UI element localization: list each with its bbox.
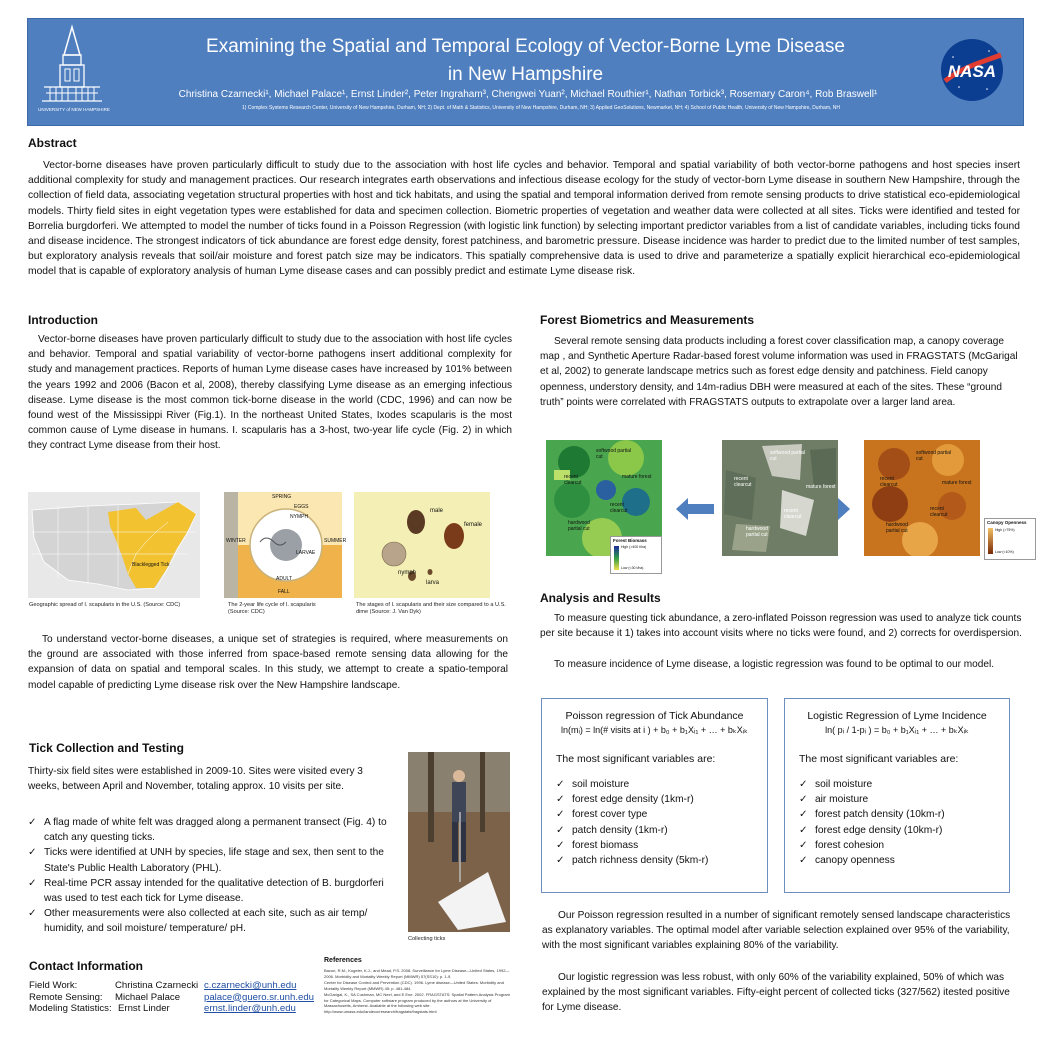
contact-table [29, 980, 319, 1015]
map-label-clearcut: recent clearcut [564, 474, 582, 486]
check-icon: ✓ [799, 824, 808, 836]
contact-row [29, 1003, 319, 1015]
biomass-legend-title: Forest Biomass [613, 538, 647, 543]
check-icon: ✓ [28, 908, 37, 920]
tick-bullet: ✓ Real-time PCR assay intended for the qualitative detection of B. burgdorferi was used to test each tick for Lyme disease. [28, 877, 384, 905]
contact-name: Christina Czarnecki [115, 980, 199, 991]
fig2-caption: The 2-year life cycle of I. scapularis (Source: CDC) [228, 602, 316, 615]
logistic-subheading: The most significant variables are: [799, 753, 959, 765]
poisson-variable: ✓ forest biomass [556, 838, 767, 853]
author-list: Christina Czarnecki¹, Michael Palace¹, Ernst Linder², Peter Ingraham³, Chengwei Yuan², Michael Routhier¹, Nathan Torbick³, Rosemary Caron⁴, Rob Braswell¹ [178, 89, 878, 100]
aerial-label-clearcut-2: recent clearcut [784, 508, 802, 520]
poisson-formula: ln(mᵢ) = ln(# visits at i ) + b₀ + b₁Xᵢ₁ + … + bₖXᵢₖ [560, 725, 749, 735]
email-link[interactable]: c.czarnecki@unh.edu [204, 980, 297, 991]
poisson-variable: ✓ patch richness density (5km-r) [556, 853, 767, 868]
contact-role: Modeling Statistics: [29, 1003, 112, 1014]
stage-label-nymph: nymph [398, 570, 417, 576]
nasa-logo [939, 37, 1005, 103]
check-icon: ✓ [28, 847, 37, 859]
contact-name: Ernst Linder [118, 1003, 170, 1014]
affiliations: 1) Complex Systems Research Center, University of New Hampshire, Durham, NH; 2) Dept. of Math & Statistics, University of New Hampshire, Durham, NH; 3) Applied GeoSolutions, Newmarket, NH; 4) School of Public Health, University of New Hampshire, Durham, NH [242, 105, 840, 111]
tick-collection-intro: Thirty-six field sites were established in 2009-10. Sites were visited every 3 weeks, between April and November, totaling approx. 10 visits per site. [28, 766, 363, 793]
check-icon: ✓ [799, 839, 808, 851]
lifecycle-label-winter: WINTER [226, 538, 246, 544]
abstract-text: Vector-borne diseases have proven particularly difficult to study due to the association with host life cycles and behavior. Temporal and spatial variability of both vector-borne pathogens and host species insert additional complexity for study and management practices. Our research integrates earth observations and infectious disease ecology for the study of vector-born Lyme disease in southern New Hampshire, through the collection of field data, associating vegetation structural properties with host and tick habitats, and using the spatial and temporal information derived from remote sensing products to drive statistical eco-epidemiological models. Thirty field sites in eight vegetation types were established for data and specimen collection. Biometric properties of vegetation and weather data were collected at all sites. Ticks were identified and tested for Borrelia burgdorferi. We attempted to model the number of ticks found in a Poisson Regression (with logistic link function) by selecting important predictor variables from a list of candidate variables, including ticks found and disease incidence. The strongest indicators of tick abundance are forest edge density, forest patchiness, and barometric pressure. Disease incidence was harder to predict due to the limited number of test samples, but exploratory analysis reveals that soil/air moisture and forest patch size may be indicators. This spatially comprehensive data is used to drive and parameterize a spatially explicit hierarchical eco-epidemiological model that is capable of exploratory analysis of human Lyme disease cases and can possibly predict and estimate Lyme disease risk. [28, 160, 1020, 278]
tick-lifecycle-figure [224, 492, 347, 598]
check-icon: ✓ [556, 824, 565, 836]
contact-name: Michael Palace [115, 991, 181, 1003]
canopy-legend-title: Canopy Openness [987, 520, 1027, 525]
check-icon: ✓ [799, 794, 808, 806]
map-label-softwood: softwood partial cut [596, 448, 632, 460]
aerial-label-mature: mature forest [806, 484, 836, 490]
lifecycle-label-larvae: LARVAE [296, 550, 316, 556]
poisson-variable: ✓ forest cover type [556, 807, 767, 822]
unh-logo-text: UNIVERSITY of NEW HAMPSHIRE [38, 107, 110, 112]
map-label-hardwood: hardwood partial cut [568, 520, 590, 532]
canopy-label-mature: mature forest [942, 480, 972, 486]
abstract-heading: Abstract [28, 136, 77, 150]
introduction-text-2: To understand vector-borne diseases, a unique set of strategies is required, where measurements on the ground are associated with those inferred from space-based remote sensing data allowing for the expansion of data on spatial and temporal scales. In this study, we attempt to create a spatio-temporal model capable of predicting Lyme disease risk over the New Hampshire landscape. [28, 634, 508, 691]
poisson-title: Poisson regression of Tick Abundance [565, 710, 744, 722]
tick-bullet: ✓ Ticks were identified at UNH by species, life stage and sex, then sent to the State's Public Health Laboratory (PHL). [28, 847, 384, 874]
nasa-logo-text: NASA [947, 62, 997, 81]
logistic-formula: ln( pᵢ / 1-pᵢ ) = b₀ + b₁Xᵢ₁ + … + bₖXᵢₖ [825, 725, 969, 735]
check-icon: ✓ [799, 855, 808, 867]
contact-role: Remote Sensing: [29, 991, 103, 1003]
field-photo-caption: Collecting ticks [408, 936, 446, 942]
tick-stages-figure [354, 492, 490, 598]
fig3-caption: The stages of I. scapularis and their size compared to a U.S. dime (Source: J. Van Dyk) [356, 602, 506, 615]
aerial-photo-map [722, 440, 838, 556]
logistic-variable: ✓ soil moisture [799, 777, 1009, 792]
lifecycle-label-nymph: NYMPH [290, 514, 309, 520]
lifecycle-label-fall: FALL [278, 589, 290, 595]
reference-item: McGarigal, K., SA Cushman, MC Neel, and E Ene. 2002. FRAGSTATS: Spatial Pattern Analysis Program for Categorical Maps. Computer software program produced by the authors at the University of Massachusetts, Amherst. Available at the following web site: http://www.umass.edu/landeco/research/fragstats/fragstats.html [324, 992, 510, 1014]
logistic-variable: ✓ canopy openness [799, 853, 1009, 868]
lifecycle-label-spring: SPRING [272, 494, 292, 500]
check-icon: ✓ [556, 855, 565, 867]
logistic-title: Logistic Regression of Lyme Incidence [807, 710, 987, 722]
check-icon: ✓ [799, 809, 808, 821]
stage-label-larva: larva [426, 580, 440, 586]
forest-heading: Forest Biometrics and Measurements [540, 313, 755, 327]
analysis-heading: Analysis and Results [540, 591, 661, 605]
references-heading: References [324, 957, 362, 964]
canopy-openness-map [864, 440, 980, 556]
logistic-variable: ✓ air moisture [799, 792, 1009, 807]
canopy-label-clearcut: recent clearcut [880, 476, 898, 488]
poisson-regression-box [541, 698, 768, 893]
check-icon: ✓ [28, 817, 37, 828]
contact-heading: Contact Information [29, 959, 143, 973]
biomass-legend-high: High (>400 t/ha) [621, 545, 647, 549]
references-list [324, 968, 512, 1014]
forest-biomass-legend [610, 536, 662, 574]
analysis-text-2: To measure incidence of Lyme disease, a logistic regression was found to be optimal to our model. [554, 659, 995, 670]
logistic-variable: ✓ forest cohesion [799, 838, 1009, 853]
check-icon: ✓ [556, 779, 565, 790]
contact-row [29, 992, 319, 1004]
map-label-mature: mature forest [622, 474, 652, 480]
poster-title-line2: in New Hampshire [447, 64, 604, 85]
arrow-left-icon [676, 498, 714, 525]
biomass-legend-low: Low (<30 t/ha) [621, 566, 644, 570]
aerial-label-softwood: softwood partial cut [770, 450, 806, 462]
forest-text: Several remote sensing data products including a forest cover classification map, a canopy coverage map , and Synthetic Aperture Radar-based forest volume information was used in FRAGSTATS (McGarigal et al, 2002) to generate landscape metrics such as forest edge density and patchiness. Field canopy openness, understory density, and 14m-radius DBH were measured at each of the sites. These “ground truth” points were correlated with FRAGSTATS outputs to extrapolate over a larger land area. [540, 336, 1018, 408]
stage-label-male: male [430, 508, 444, 514]
tick-bullet: ✓ A flag made of white felt was dragged along a permanent transect (Fig. 4) to catch any questing ticks. [28, 817, 387, 844]
tick-bullet: ✓ Other measurements were also collected at each site, such as air temp/ humidity, and soil moisture/ temperature/ pH. [28, 908, 368, 935]
analysis-text-1: To measure questing tick abundance, a zero-inflated Poisson regression was used to analyze tick counts per site because it 1) takes into account visits where no ticks were found, and 2) corrects for overdispersion. [540, 613, 1022, 640]
canopy-label-softwood: softwood partial cut [916, 450, 952, 462]
poster-header [27, 18, 1024, 126]
map-legend: Blacklegged Tick [132, 562, 170, 568]
poisson-variable: ✓ soil moisture [556, 777, 767, 792]
canopy-legend-high: High (>75%) [995, 528, 1015, 532]
poisson-variable: ✓ forest edge density (1km-r) [556, 792, 767, 807]
map-label-clearcut-2: recent clearcut [610, 502, 628, 514]
email-link[interactable]: palace@guero.sr.unh.edu [204, 991, 315, 1003]
logistic-regression-box [784, 698, 1010, 893]
poster-title: Examining the Spatial and Temporal Ecology of Vector-Borne Lyme Disease [206, 36, 845, 57]
lifecycle-label-summer: SUMMER [324, 538, 347, 544]
fig1-caption: Geographic spread of I. scapularis in the U.S. (Source: CDC) [29, 602, 181, 608]
introduction-text: Vector-borne diseases have proven particularly difficult to study due to the association with host life cycles and behavior. Temporal and spatial variability of vector-borne pathogens insert additional complexity for study and management practices. Reports of human Lyme disease cases have increased by 101% between the years 1992 and 2006 (Bacon et al, 2008), thereby classifying Lyme disease as an emerging infectious disease. Lyme disease is the most common tick-borne disease in the world (CDC, 1996) and can now be found west of the Mississippi River (Fig.1). In the northeast United States, Ixodes scapularis is the most common cause of Lyme disease in humans. I. scapularis has a 3-host, two-year life cycle (Fig. 2) in which they contract Lyme disease from their host. [28, 334, 512, 452]
poisson-subheading: The most significant variables are: [556, 753, 716, 765]
canopy-openness-legend [984, 518, 1036, 560]
tick-collection-heading: Tick Collection and Testing [29, 741, 184, 755]
logistic-variable: ✓ forest edge density (10km-r) [799, 823, 1009, 838]
check-icon: ✓ [556, 809, 565, 821]
email-link[interactable]: ernst.linder@unh.edu [204, 1003, 296, 1014]
canopy-label-hardwood: hardwood partial cut [886, 522, 908, 534]
field-photo [408, 752, 510, 932]
aerial-label-clearcut: recent clearcut [734, 476, 752, 488]
contact-row [29, 980, 319, 992]
poisson-variable: ✓ patch density (1km-r) [556, 823, 767, 838]
stage-label-female: female [464, 522, 483, 528]
aerial-label-hardwood: hardwood partial cut [746, 526, 768, 538]
lifecycle-label-eggs: EGGS [294, 504, 309, 510]
us-tick-map-figure [28, 492, 200, 598]
introduction-heading: Introduction [28, 313, 98, 327]
logistic-variable: ✓ forest patch density (10km-r) [799, 807, 1009, 822]
check-icon: ✓ [556, 794, 565, 806]
check-icon: ✓ [556, 839, 565, 851]
canopy-legend-low: Low (<10%) [995, 550, 1014, 554]
results-text-2: Our logistic regression was less robust, with only 60% of the variability explained, 50% of which was explained by the most significant variables. Fifty-eight percent of collected ticks (327/562) itested positive for Lyme disease. [542, 972, 1010, 1014]
tick-collection-bullets [28, 815, 398, 937]
reference-item: Bacon, R.M., Kugeler, K.J., and Mead, P.S. 2008. Surveillance for Lyme Disease—United States, 1992—2006. Morbidity and Mortality Weekly Report (MMWR) 57(SS10): p. 1-9. [324, 968, 510, 979]
check-icon: ✓ [28, 877, 37, 889]
check-icon: ✓ [799, 779, 808, 790]
canopy-label-clearcut-2: recent clearcut [930, 506, 948, 518]
lifecycle-label-adult: ADULT [276, 576, 293, 582]
contact-role: Field Work: [29, 980, 78, 991]
results-text-1: Our Poisson regression resulted in a number of significant remotely sensed landscape characteristics as explanatory variables. The optimal model after variable selection explained over 95% of the variability, with the most significant variables explaining 80% of the variability. [542, 910, 1011, 952]
reference-item: Center for Disease Control and Prevention (CDC). 1996. Lyme disease—United States. Morbidity and Mortality Weekly Report (MMWR) 45: p. 481-484. [324, 980, 504, 991]
